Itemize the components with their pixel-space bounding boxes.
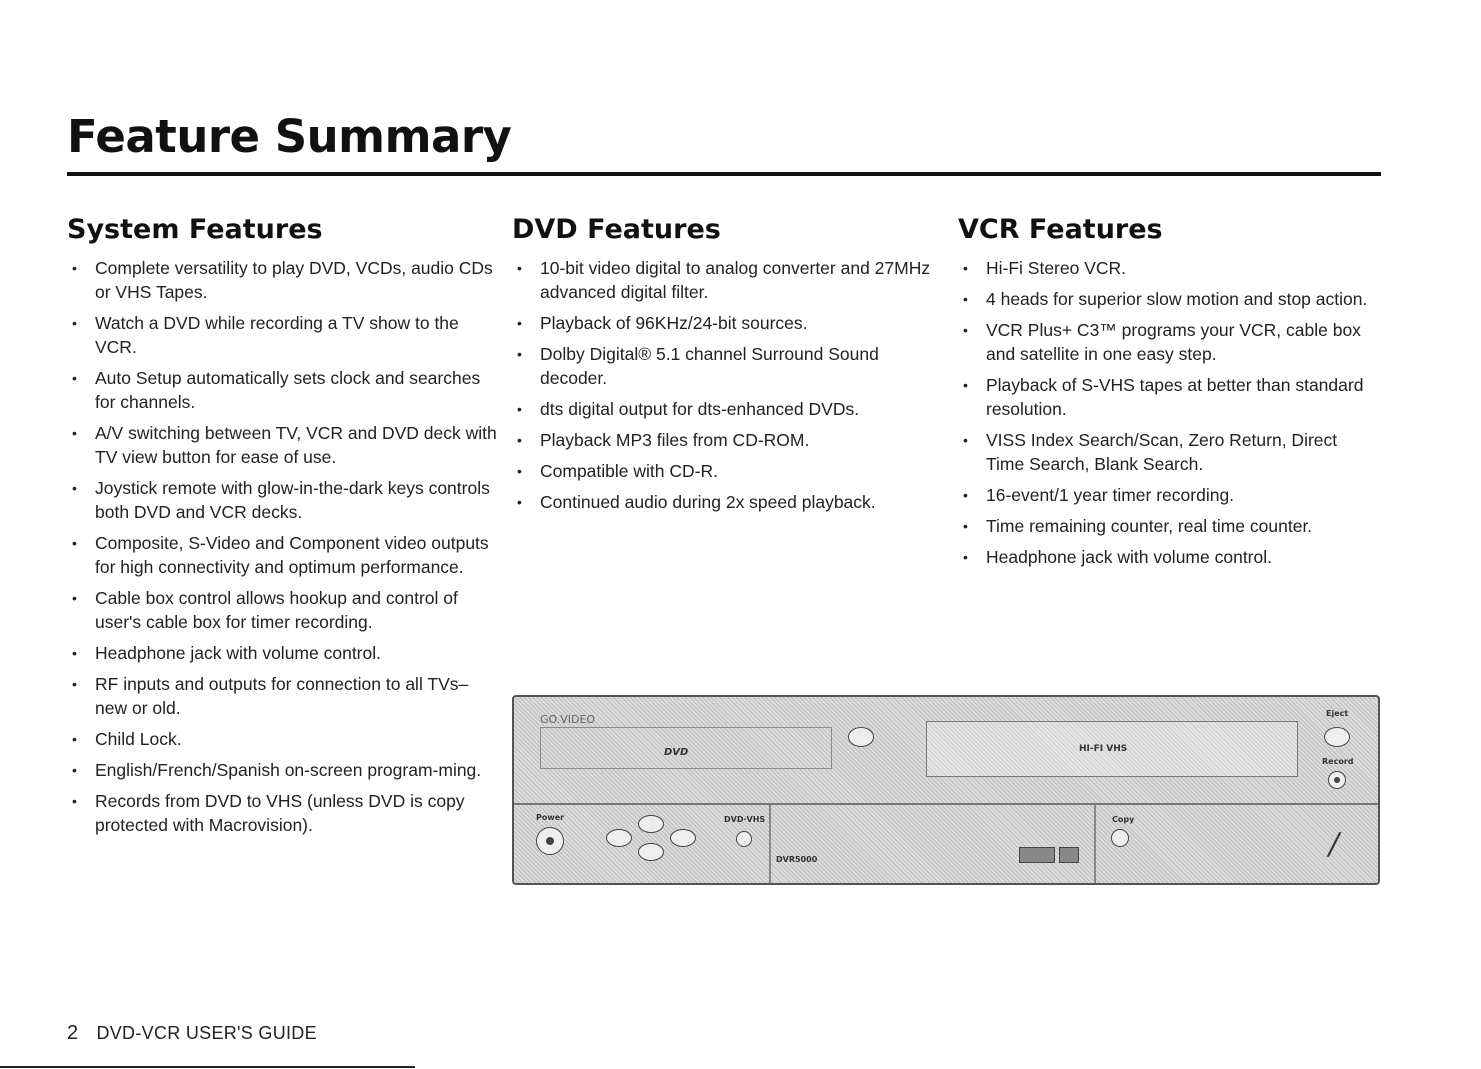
record-button-icon — [1328, 771, 1346, 789]
bullet-icon: • — [72, 731, 77, 748]
list-item: • Joystick remote with glow-in-the-dark keys controls both DVD and VCR decks. — [72, 478, 490, 523]
power-button-icon — [536, 827, 564, 855]
list-item: • Dolby Digital® 5.1 channel Surround Sound decoder. — [517, 344, 879, 389]
list-item: • Playback MP3 files from CD-ROM. — [517, 430, 810, 451]
dvd-features-heading: DVD Features — [512, 214, 721, 245]
hifi-vhs-logo: HI-FI VHS — [1079, 744, 1128, 754]
system-features-list — [67, 256, 497, 837]
bullet-icon: • — [72, 370, 77, 387]
list-item: • Composite, S-Video and Component video outputs for high connectivity and optimum performance. — [72, 533, 489, 578]
system-features-column — [67, 214, 497, 844]
list-item: • Hi-Fi Stereo VCR. — [963, 258, 1127, 279]
list-item: • Watch a DVD while recording a TV show to the VCR. — [72, 313, 459, 358]
record-label: Record — [1322, 757, 1354, 766]
bullet-icon: • — [517, 401, 522, 418]
eject-label: Eject — [1326, 709, 1349, 718]
bullet-icon: • — [72, 315, 77, 332]
bullet-icon: • — [72, 645, 77, 662]
bullet-icon: • — [72, 260, 77, 277]
list-item: • 4 heads for superior slow motion and stop action. — [963, 289, 1368, 310]
page-footer — [67, 1022, 317, 1045]
list-item: • Headphone jack with volume control. — [963, 547, 1272, 568]
bullet-icon: • — [72, 762, 77, 779]
vcr-features-list — [958, 256, 1378, 569]
page-number: 2 — [67, 1022, 79, 1044]
bullet-icon: • — [72, 793, 77, 810]
bullet-icon: • — [963, 322, 968, 339]
dvd-logo: DVD — [664, 747, 689, 758]
list-item: • Cable box control allows hookup and control of user's cable box for timer recording. — [72, 588, 458, 633]
bullet-icon: • — [72, 676, 77, 693]
stop-button-icon — [638, 843, 664, 861]
go-video-slash-logo-icon: ∕ — [1329, 827, 1340, 862]
list-item: • 16-event/1 year timer recording. — [963, 485, 1235, 506]
device-divider — [769, 805, 771, 885]
bullet-icon: • — [963, 518, 968, 535]
bullet-icon: • — [517, 315, 522, 332]
list-item: • Headphone jack with volume control. — [72, 643, 381, 664]
list-item: • A/V switching between TV, VCR and DVD deck with TV view button for ease of use. — [72, 423, 497, 468]
play-pause-button-icon — [638, 815, 664, 833]
list-item: • Playback of S-VHS tapes at better than standard resolution. — [963, 375, 1364, 420]
dts-logo-icon — [1059, 847, 1079, 863]
dvd-eject-button-icon — [848, 727, 874, 747]
bullet-icon: • — [72, 535, 77, 552]
list-item: • Time remaining counter, real time counter. — [963, 516, 1313, 537]
list-item: • Compatible with CD-R. — [517, 461, 718, 482]
bullet-icon: • — [517, 346, 522, 363]
bullet-icon: • — [517, 463, 522, 480]
title-rule — [67, 172, 1381, 176]
copy-button-icon — [1111, 829, 1129, 847]
list-item: • English/French/Spanish on-screen program-ming. — [72, 760, 482, 781]
list-item: • Records from DVD to VHS (unless DVD is copy protected with Macrovision). — [72, 791, 465, 836]
device-brand-logo: GO.VIDEO — [540, 713, 596, 726]
device-divider — [1094, 805, 1096, 885]
fast-forward-button-icon — [670, 829, 696, 847]
model-label: DVR5000 — [776, 855, 818, 864]
list-item: • Playback of 96KHz/24-bit sources. — [517, 313, 808, 334]
vcr-features-heading: VCR Features — [958, 214, 1163, 245]
bullet-icon: • — [72, 425, 77, 442]
footer-rule — [0, 1066, 415, 1068]
bullet-icon: • — [517, 260, 522, 277]
dvd-vhs-label: DVD·VHS — [724, 815, 766, 824]
bullet-icon: • — [517, 494, 522, 511]
copy-label: Copy — [1112, 815, 1135, 824]
device-upper-panel — [514, 697, 1378, 805]
page-title: Feature Summary — [67, 110, 512, 163]
list-item: • dts digital output for dts-enhanced DVDs. — [517, 399, 860, 420]
dolby-logo-icon — [1019, 847, 1055, 863]
power-label: Power — [536, 813, 565, 822]
bullet-icon: • — [963, 487, 968, 504]
list-item: • Auto Setup automatically sets clock and searches for channels. — [72, 368, 481, 413]
vcr-eject-button-icon — [1324, 727, 1350, 747]
bullet-icon: • — [963, 260, 968, 277]
dvd-features-list — [512, 256, 932, 514]
list-item: • VISS Index Search/Scan, Zero Return, Direct Time Search, Blank Search. — [963, 430, 1338, 475]
dvd-vcr-device-illustration — [512, 695, 1380, 885]
bullet-icon: • — [963, 291, 968, 308]
bullet-icon: • — [963, 377, 968, 394]
bullet-icon: • — [517, 432, 522, 449]
bullet-icon: • — [963, 432, 968, 449]
dvd-features-column — [512, 214, 932, 521]
list-item: • 10-bit video digital to analog converter and 27MHz advanced digital filter. — [517, 258, 931, 303]
bullet-icon: • — [72, 590, 77, 607]
rewind-button-icon — [606, 829, 632, 847]
list-item: • Child Lock. — [72, 729, 182, 750]
list-item: • Continued audio during 2x speed playback. — [517, 492, 876, 513]
list-item: • Complete versatility to play DVD, VCDs, audio CDs or VHS Tapes. — [72, 258, 493, 303]
dvd-vhs-toggle-button-icon — [736, 831, 752, 847]
vcr-features-column — [958, 214, 1378, 576]
bullet-icon: • — [72, 480, 77, 497]
guide-title: DVD-VCR USER'S GUIDE — [96, 1023, 317, 1043]
list-item: • RF inputs and outputs for connection to all TVs–new or old. — [72, 674, 469, 719]
bullet-icon: • — [963, 549, 968, 566]
system-features-heading: System Features — [67, 214, 323, 245]
list-item: • VCR Plus+ C3™ programs your VCR, cable box and satellite in one easy step. — [963, 320, 1361, 365]
